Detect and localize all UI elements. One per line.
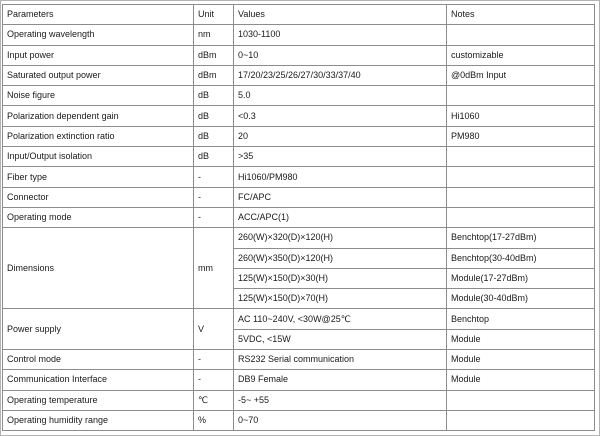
unit-cell: dBm xyxy=(194,65,234,85)
value-cell: 125(W)×150(D)×70(H) xyxy=(234,289,447,309)
value-cell: -5~ +55 xyxy=(234,390,447,410)
table-row xyxy=(3,147,595,167)
table-row xyxy=(3,370,595,390)
note-cell: Benchtop(30-40dBm) xyxy=(447,248,595,268)
unit-cell: mm xyxy=(194,228,234,309)
unit-cell: - xyxy=(194,350,234,370)
table-row xyxy=(3,106,595,126)
note-cell xyxy=(447,86,595,106)
note-cell xyxy=(447,390,595,410)
table-row xyxy=(3,25,595,45)
unit-cell: - xyxy=(194,187,234,207)
value-cell: 260(W)×320(D)×120(H) xyxy=(234,228,447,248)
note-cell: PM980 xyxy=(447,126,595,146)
value-cell: FC/APC xyxy=(234,187,447,207)
note-cell xyxy=(447,187,595,207)
note-cell: Benchtop xyxy=(447,309,595,329)
parameter-cell: Polarization extinction ratio xyxy=(3,126,194,146)
table-row xyxy=(3,207,595,227)
parameter-cell: Operating wavelength xyxy=(3,25,194,45)
parameter-cell: Operating humidity range xyxy=(3,410,194,430)
unit-cell: dB xyxy=(194,86,234,106)
value-cell: 1030-1100 xyxy=(234,25,447,45)
parameter-cell: Operating temperature xyxy=(3,390,194,410)
table-row xyxy=(3,410,595,430)
header-values: Values xyxy=(234,5,447,25)
header-notes: Notes xyxy=(447,5,595,25)
note-cell: Module(30-40dBm) xyxy=(447,289,595,309)
value-cell: 5.0 xyxy=(234,86,447,106)
unit-cell: dB xyxy=(194,126,234,146)
value-cell: 0~70 xyxy=(234,410,447,430)
unit-cell: dB xyxy=(194,106,234,126)
unit-cell: dB xyxy=(194,147,234,167)
table-row xyxy=(3,390,595,410)
parameter-cell: Polarization dependent gain xyxy=(3,106,194,126)
parameter-cell: Communication Interface xyxy=(3,370,194,390)
header-row xyxy=(3,5,595,25)
note-cell: Module xyxy=(447,370,595,390)
parameter-cell: Power supply xyxy=(3,309,194,350)
note-cell: Module xyxy=(447,329,595,349)
header-parameters: Parameters xyxy=(3,5,194,25)
value-cell: <0.3 xyxy=(234,106,447,126)
note-cell xyxy=(447,167,595,187)
unit-cell: dBm xyxy=(194,45,234,65)
table-row xyxy=(3,45,595,65)
table-row xyxy=(3,167,595,187)
value-cell: AC 110~240V, <30W@25℃ xyxy=(234,309,447,329)
note-cell: Module(17-27dBm) xyxy=(447,268,595,288)
specifications-table xyxy=(2,4,595,431)
value-cell: 0~10 xyxy=(234,45,447,65)
table-row xyxy=(3,86,595,106)
note-cell xyxy=(447,147,595,167)
table-row xyxy=(3,126,595,146)
unit-cell: V xyxy=(194,309,234,350)
unit-cell: - xyxy=(194,370,234,390)
parameter-cell: Input power xyxy=(3,45,194,65)
table-header xyxy=(3,5,595,25)
table-row-dimensions xyxy=(3,228,595,248)
value-cell: 17/20/23/25/26/27/30/33/37/40 xyxy=(234,65,447,85)
note-cell xyxy=(447,410,595,430)
note-cell: Hi1060 xyxy=(447,106,595,126)
value-cell: >35 xyxy=(234,147,447,167)
value-cell: ACC/APC(1) xyxy=(234,207,447,227)
table-row-power-supply xyxy=(3,309,595,329)
note-cell: Benchtop(17-27dBm) xyxy=(447,228,595,248)
parameter-cell: Connector xyxy=(3,187,194,207)
value-cell: 5VDC, <15W xyxy=(234,329,447,349)
note-cell xyxy=(447,25,595,45)
parameter-cell: Fiber type xyxy=(3,167,194,187)
table-row xyxy=(3,350,595,370)
value-cell: Hi1060/PM980 xyxy=(234,167,447,187)
parameter-cell: Operating mode xyxy=(3,207,194,227)
unit-cell: ℃ xyxy=(194,390,234,410)
parameter-cell: Input/Output isolation xyxy=(3,147,194,167)
header-unit: Unit xyxy=(194,5,234,25)
unit-cell: nm xyxy=(194,25,234,45)
parameter-cell: Saturated output power xyxy=(3,65,194,85)
note-cell xyxy=(447,207,595,227)
parameter-cell: Control mode xyxy=(3,350,194,370)
unit-cell: - xyxy=(194,167,234,187)
value-cell: 20 xyxy=(234,126,447,146)
table-row xyxy=(3,65,595,85)
unit-cell: - xyxy=(194,207,234,227)
value-cell: 260(W)×350(D)×120(H) xyxy=(234,248,447,268)
table-body xyxy=(3,25,595,431)
table-row xyxy=(3,187,595,207)
unit-cell: % xyxy=(194,410,234,430)
note-cell: customizable xyxy=(447,45,595,65)
value-cell: RS232 Serial communication xyxy=(234,350,447,370)
note-cell: @0dBm Input xyxy=(447,65,595,85)
parameter-cell: Dimensions xyxy=(3,228,194,309)
note-cell: Module xyxy=(447,350,595,370)
value-cell: DB9 Female xyxy=(234,370,447,390)
parameter-cell: Noise figure xyxy=(3,86,194,106)
value-cell: 125(W)×150(D)×30(H) xyxy=(234,268,447,288)
